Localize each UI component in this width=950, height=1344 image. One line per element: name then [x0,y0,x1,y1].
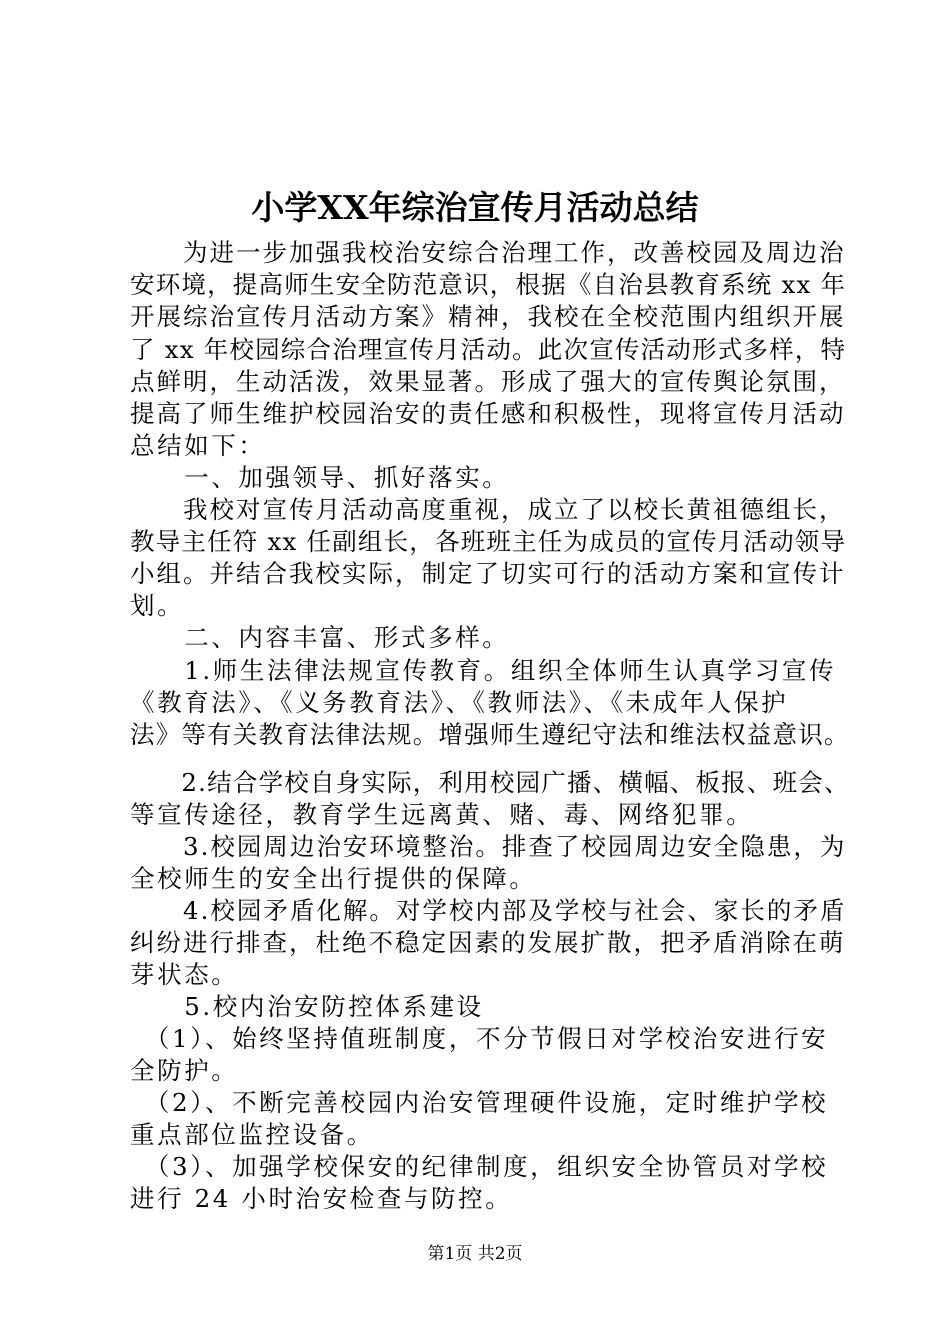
body-line: 3.校园周边治安环境整治。排查了校园周边安全隐患，为 [130,832,847,861]
body-line: 小组。并结合我校实际，制定了切实可行的活动方案和宣传计 [130,559,846,588]
body-line: 4.校园矛盾化解。对学校内部及学校与社会、家长的矛盾 [130,896,847,925]
body-line: 纠纷进行排查，杜绝不稳定因素的发展扩散，把矛盾消除在萌 [130,928,846,957]
body-line: 我校对宣传月活动高度重视，成立了以校长黄祖德组长， [130,495,846,524]
body-line: （2）、不断完善校园内治安管理硬件设施，定时维护学校 [130,1088,829,1117]
body-line: 为进一步加强我校治安综合治理工作，改善校园及周边治 [130,238,846,267]
body-line: 《教育法》、《义务教育法》、《教师法》、《未成年人保护 [130,688,789,717]
body-line: 了 xx 年校园综合治理宣传月活动。此次宣传活动形式多样，特 [130,335,847,364]
body-line: 开展综治宣传月活动方案》精神，我校在全校范围内组织开展 [130,302,846,331]
body-line: 全校师生的安全出行提供的保障。 [130,864,537,893]
body-line: 1.师生法律法规宣传教育。组织全体师生认真学习宣传 [130,656,837,685]
body-line: 教导主任符 xx 任副组长，各班班主任为成员的宣传月活动领导 [130,527,847,556]
body-line: 等宣传途径，教育学生远离黄、赌、毒、网络犯罪。 [130,800,754,829]
body-line: 进行 24 小时治安检查与防控。 [130,1184,513,1213]
body-line: 二、内容丰富、形式多样。 [130,623,510,652]
body-line: 总结如下： [130,431,266,460]
body-line: 芽状态。 [130,960,239,989]
body-line: 划。 [130,591,185,620]
document-title: 小学XX年综治宣传月活动总结 [251,188,699,227]
body-line: 法》等有关教育法律法规。增强师生遵纪守法和维法权益意识。 [130,720,850,749]
page-footer: 第1页 共2页 [427,1244,523,1264]
body-line: （3）、加强学校保安的纪律制度，组织安全协管员对学校 [130,1152,829,1181]
body-line: 重点部位监控设备。 [130,1120,374,1149]
body-line: 一、加强领导、抓好落实。 [130,463,510,492]
body-line: 全防护。 [130,1056,239,1085]
body-line: 2.结合学校自身实际，利用校园广播、横幅、板报、班会、 [130,768,850,797]
body-line: 提高了师生维护校园治安的责任感和积极性，现将宣传月活动 [130,399,846,428]
body-line: 点鲜明，生动活泼，效果显著。形成了强大的宣传舆论氛围， [130,367,846,396]
body-line: 5.校内治安防控体系建设 [130,992,484,1021]
body-line: 安环境，提高师生安全防范意识，根据《自治县教育系统 xx 年 [130,270,847,299]
body-line: （1）、始终坚持值班制度，不分节假日对学校治安进行安 [130,1024,829,1053]
